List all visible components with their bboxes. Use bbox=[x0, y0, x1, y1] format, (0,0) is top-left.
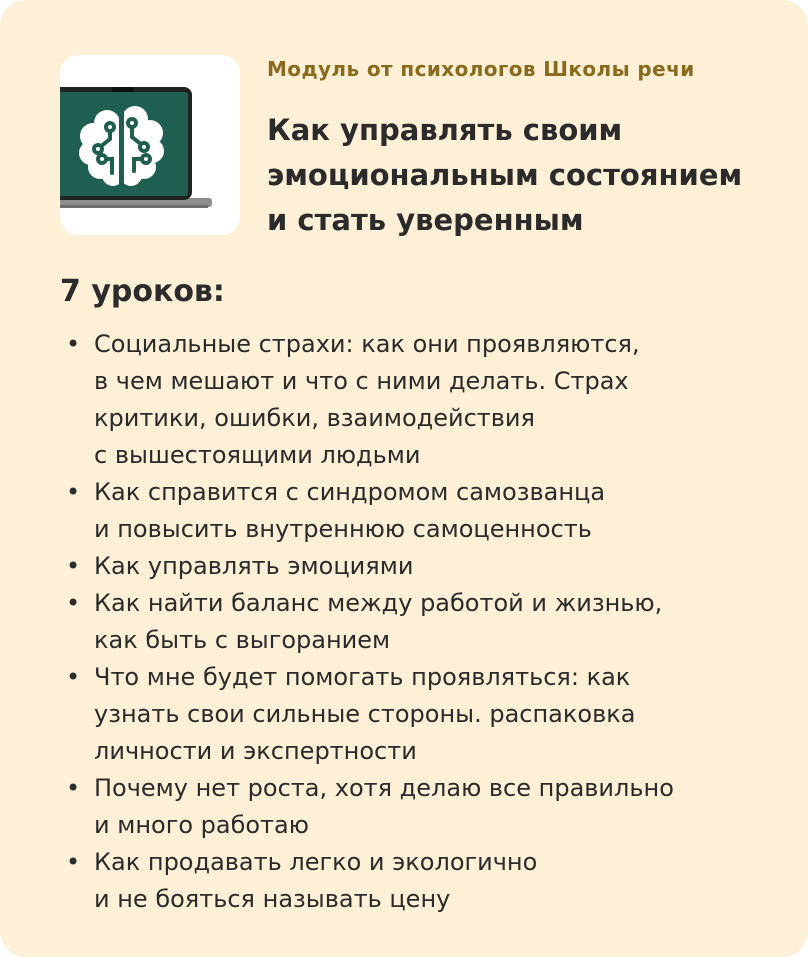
bullet-icon: • bbox=[66, 552, 81, 580]
bullet-icon: • bbox=[66, 589, 81, 617]
lesson-item: • Как найти баланс между работой и жизнью, как быть с выгоранием bbox=[60, 585, 800, 659]
title-line: эмоциональным состоянием bbox=[267, 158, 743, 192]
lesson-item: • Что мне будет помогать проявляться: как узнать свои сильные стороны. распаковка личности и экспертности bbox=[60, 659, 800, 770]
lesson-item: • Социальные страхи: как они проявляются, в чем мешают и что с ними делать. Страх критики, ошибки, взаимодействия с вышестоящими людьми bbox=[60, 326, 800, 474]
bullet-icon: • bbox=[66, 478, 81, 506]
module-thumbnail bbox=[60, 55, 240, 235]
brain-circuit-laptop-icon bbox=[60, 55, 240, 235]
bullet-icon: • bbox=[66, 663, 81, 691]
lessons-heading: 7 уроков: bbox=[60, 274, 225, 309]
lessons-list bbox=[60, 326, 800, 918]
module-title bbox=[267, 108, 797, 243]
bullet-icon: • bbox=[66, 848, 81, 876]
title-line: и стать уверенным bbox=[267, 203, 584, 237]
title-line: Как управлять своим bbox=[267, 113, 623, 147]
lesson-item: • Как управлять эмоциями bbox=[60, 548, 800, 585]
lesson-item: • Почему нет роста, хотя делаю все правильно и много работаю bbox=[60, 770, 800, 844]
bullet-icon: • bbox=[66, 774, 81, 802]
lesson-item: • Как справится с синдромом самозванца и повысить внутреннюю самоценность bbox=[60, 474, 800, 548]
bullet-icon: • bbox=[66, 330, 81, 358]
module-subtitle: Модуль от психологов Школы речи bbox=[267, 57, 695, 81]
lesson-item: • Как продавать легко и экологично и не бояться называть цену bbox=[60, 844, 800, 918]
